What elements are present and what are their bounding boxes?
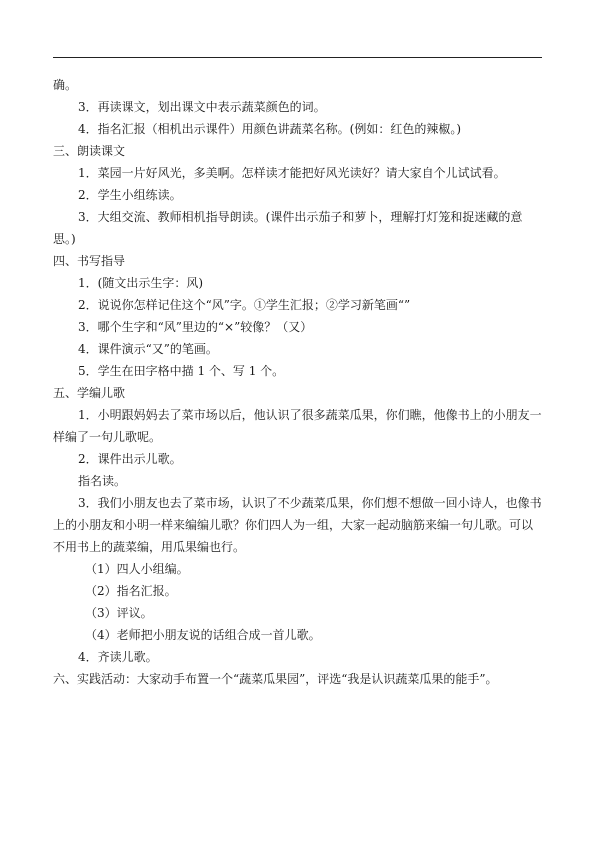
document-body	[53, 74, 543, 690]
text-line: 1．(随文出示生字：风)	[78, 276, 203, 290]
text-line: 2．课件出示儿歌。	[78, 452, 182, 466]
text-line: 4．指名汇报（相机出示课件）用颜色讲蔬菜名称。(例如：红色的辣椒。)	[78, 122, 462, 136]
text-line: 上的小朋友和小明一样来编编儿歌？你们四人为一组，大家一起动脑筋来编一句儿歌。可以	[53, 518, 534, 532]
section-heading: 三、朗读课文	[53, 144, 126, 158]
text-line: 2．说说你怎样记住这个“风”字。①学生汇报；②学习新笔画“”	[78, 298, 411, 312]
text-line: 3．再读课文，划出课文中表示蔬菜颜色的词。	[78, 100, 326, 114]
text-line: （2）指名汇报。	[85, 584, 177, 598]
section-heading: 四、书写指导	[53, 254, 126, 268]
text-line: 1．小明跟妈妈去了菜市场以后，他认识了很多蔬菜瓜果，你们瞧，他像书上的小朋友一	[78, 408, 542, 422]
text-line: 2．学生小组练读。	[78, 188, 182, 202]
text-line: （4）老师把小朋友说的话组合成一首儿歌。	[85, 628, 321, 642]
text-line: （1）四人小组编。	[85, 562, 189, 576]
header-rule	[53, 57, 542, 58]
text-line: （3）评议。	[85, 606, 153, 620]
text-line: 确。	[53, 78, 78, 92]
text-line: 样编了一句儿歌呢。	[53, 430, 162, 444]
text-line: 思。)	[53, 232, 76, 246]
text-line: 3．我们小朋友也去了菜市场，认识了不少蔬菜瓜果，你们想不想做一回小诗人，也像书	[78, 496, 542, 510]
text-line: 3．大组交流、教师相机指导朗读。(课件出示茄子和萝卜，理解打灯笼和捉迷藏的意	[78, 210, 523, 224]
text-line: 4．课件演示“又”的笔画。	[78, 342, 218, 356]
text-line: 5．学生在田字格中描 1 个、写 1 个。	[78, 364, 285, 378]
text-line: 1．菜园一片好风光，多美啊。怎样读才能把好风光读好？请大家自个儿试试看。	[78, 166, 506, 180]
section-heading: 五、学编儿歌	[53, 386, 126, 400]
text-line: 3．哪个生字和“风”里边的“×”较像？（又）	[78, 320, 313, 334]
text-line: 4．齐读儿歌。	[78, 650, 158, 664]
text-line: 指名读。	[78, 474, 127, 488]
section-heading: 六、实践活动：大家动手布置一个“蔬菜瓜果园”，评选“我是认识蔬菜瓜果的能手”。	[53, 672, 498, 686]
text-line: 不用书上的蔬菜编，用瓜果编也行。	[53, 540, 246, 554]
